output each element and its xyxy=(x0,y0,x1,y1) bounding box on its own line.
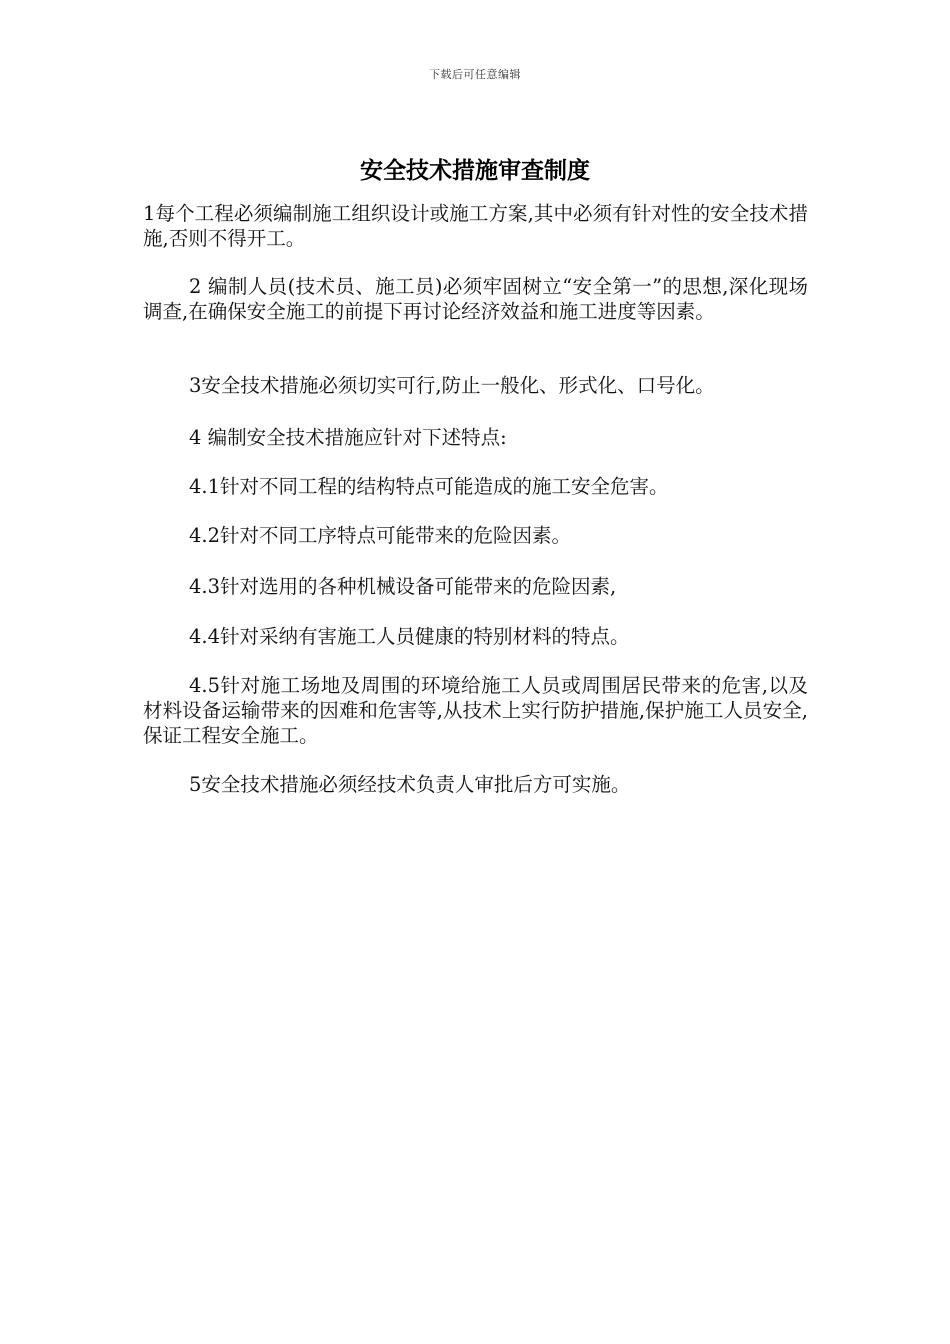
paragraph-2: 2 编制人员(技术员、施工员)必须牢固树立“安全第一”的思想,深化现场调查,在确保安全施工的前提下再讨论经济效益和施工进度等因素。 xyxy=(143,275,808,323)
paragraph-4-3: 4.3针对选用的各种机械设备可能带来的危险因素, xyxy=(189,575,617,598)
paragraph-5: 5安全技术措施必须经技术负责人审批后方可实施。 xyxy=(189,773,631,796)
paragraph-3: 3安全技术措施必须切实可行,防止一般化、形式化、口号化。 xyxy=(189,374,715,397)
paragraph-4: 4 编制安全技术措施应针对下述特点: xyxy=(189,426,507,449)
paragraph-4-1: 4.1针对不同工程的结构特点可能造成的施工安全危害。 xyxy=(189,475,669,498)
paragraph-4-2: 4.2针对不同工序特点可能带来的危险因素。 xyxy=(189,524,572,547)
paragraph-4-4: 4.4针对采纳有害施工人员健康的特别材料的特点。 xyxy=(189,625,630,648)
page-header-caption: 下载后可任意编辑 xyxy=(429,68,521,81)
paragraph-1: 1每个工程必须编制施工组织设计或施工方案,其中必须有针对性的安全技术措施,否则不得开工。 xyxy=(143,202,808,250)
paragraph-4-5: 4.5针对施工场地及周围的环境给施工人员或周围居民带来的危害,以及材料设备运输带来的因难和危害等,从技术上实行防护措施,保护施工人员安全,保证工程安全施工。 xyxy=(143,674,808,747)
document-title: 安全技术措施审查制度 xyxy=(360,158,590,184)
